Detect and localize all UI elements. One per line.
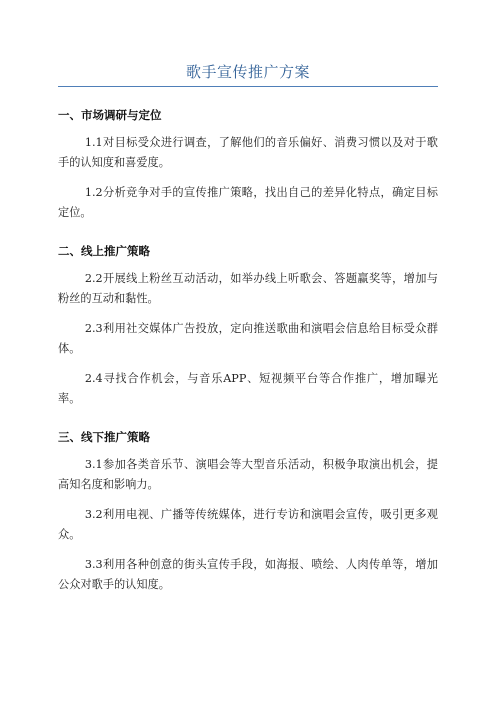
- paragraph: 1.2分析竞争对手的宣传推广策略，找出自己的差异化特点，确定目标定位。: [58, 186, 438, 219]
- paragraph: 2.4寻找合作机会，与音乐APP、短视频平台等合作推广，增加曝光率。: [58, 372, 438, 405]
- section-offline-promotion: [58, 429, 438, 595]
- section-market-research: [58, 107, 438, 223]
- section-heading: 三、线下推广策略: [58, 430, 150, 444]
- paragraph: 3.1参加各类音乐节、演唱会等大型音乐活动，积极争取演出机会，提高知名度和影响力。: [58, 458, 438, 491]
- section-online-promotion: [58, 243, 438, 409]
- paragraph: 1.1对目标受众进行调查，了解他们的音乐偏好、消费习惯以及对于歌手的认知度和喜爱度。: [58, 136, 438, 169]
- title-underline: [58, 86, 438, 87]
- paragraph: 2.2开展线上粉丝互动活动，如举办线上听歌会、答题赢奖等，增加与粉丝的互动和黏性。: [58, 272, 438, 305]
- paragraph: 2.3利用社交媒体广告投放，定向推送歌曲和演唱会信息给目标受众群体。: [58, 322, 438, 355]
- paragraph: 3.3利用各种创意的街头宣传手段，如海报、喷绘、人肉传单等，增加公众对歌手的认知度。: [58, 558, 438, 591]
- section-heading: 一、市场调研与定位: [58, 108, 162, 122]
- paragraph: 3.2利用电视、广播等传统媒体，进行专访和演唱会宣传，吸引更多观众。: [58, 508, 438, 541]
- document-title: 歌手宣传推广方案: [185, 63, 310, 81]
- section-heading: 二、线上推广策略: [58, 244, 150, 258]
